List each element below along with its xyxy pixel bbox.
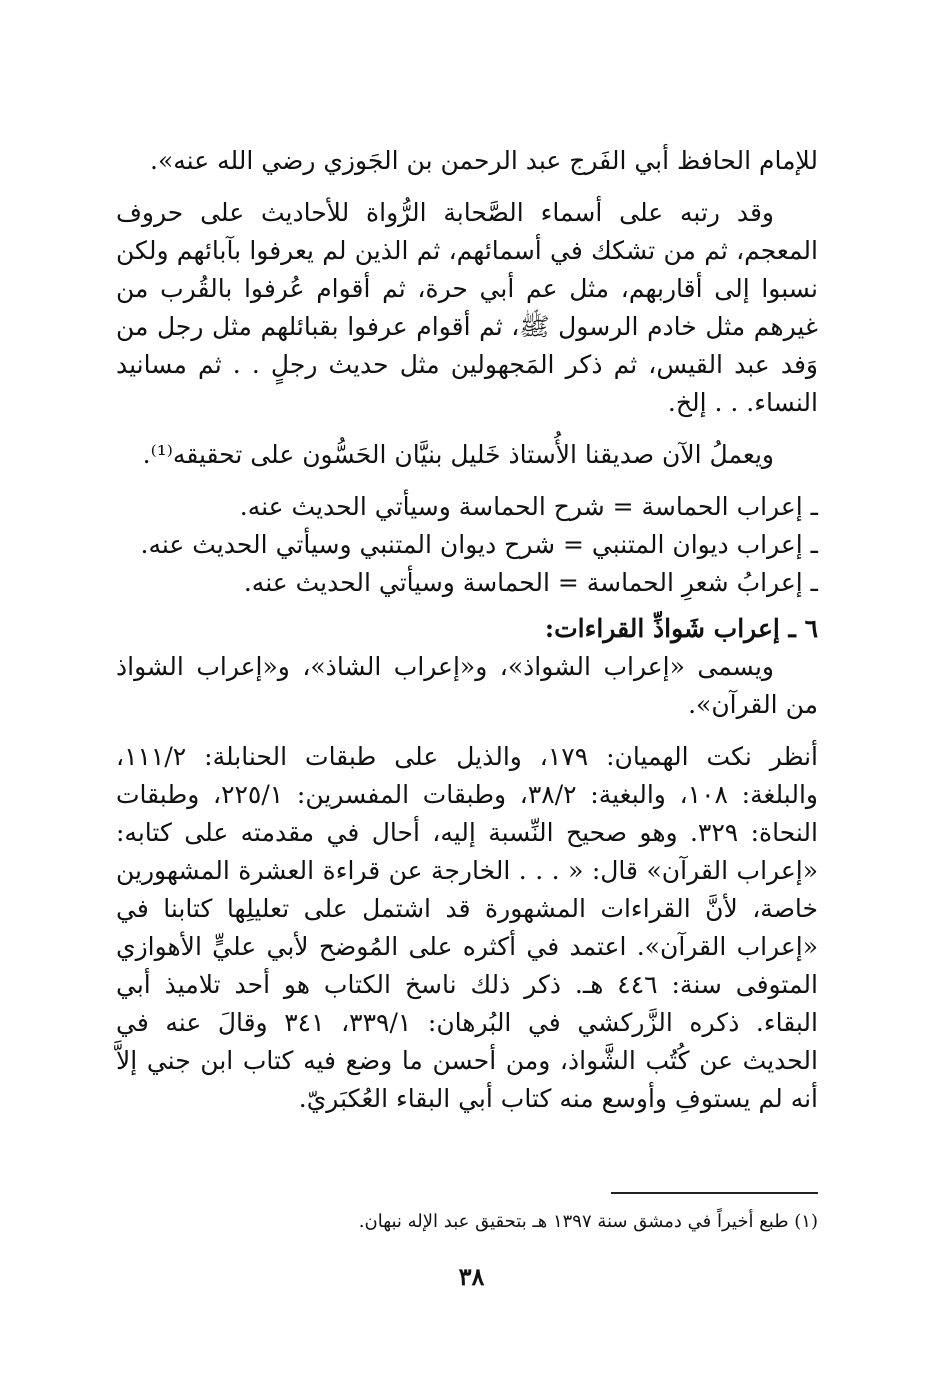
page-number: ٣٨ bbox=[458, 1262, 485, 1291]
bullet-list bbox=[116, 488, 818, 602]
page-body bbox=[116, 142, 818, 1118]
list-item: ـ إعراب الحماسة = شرح الحماسة وسيأتي الحديث عنه. bbox=[239, 492, 818, 521]
paragraph-current-work: ويعملُ الآن صديقنا الأُستاذ خَليل بنيَّان الحَسُّون على تحقيقه⁽¹⁾. bbox=[142, 440, 774, 469]
paragraph-arrangement: وقد رتبه على أسماء الصَّحابة الرُّواة للأحاديث على حروف المعجم، ثم من تشكك في أسمائهم، ثم الذين لم يعرفوا بآبائهم ولكن نسبوا إلى أقاربهم، مثل عم أبي حرة، ثم أقوام عُرفوا بالقُرب من غيرهم مثل خادم الرسول ﷺ، ثم أقوام عرفوا بقبائلهم مثل رجل من وَفد عبد القيس، ثم ذكر المَجهولين مثل حديث رجلٍ . . ثم مسانيد النساء. . . إلخ. bbox=[116, 198, 818, 417]
list-item: ـ إعراب ديوان المتنبي = شرح ديوان المتنبي وسيأتي الحديث عنه. bbox=[140, 530, 818, 559]
list-item: ـ إعرابُ شعرِ الحماسة = الحماسة وسيأتي الحديث عنه. bbox=[243, 568, 818, 597]
section-heading: ٦ ـ إعراب شَواذِّ القراءات: bbox=[544, 614, 818, 643]
paragraph-references: أنظر نكت الهميان: ١٧٩، والذيل على طبقات الحنابلة: ١١١/٢، والبلغة: ١٠٨، والبغية: ٣٨/٢، وطبقات المفسرين: ٢٢٥/١، وطبقات النحاة: ٣٢٩. وهو صحيح النِّسبة إليه، أحال في مقدمته على كتابه: «إعراب القرآن» قال: « . . . الخارجة عن قراءة العشرة المشهورين خاصة، لأنَّ القراءات المشهورة قد اشتمل على تعليلِها كتابنا في «إعراب القرآن». اعتمد في أكثره على المُوضح لأبي عليٍّ الأهوازي المتوفى سنة: ٤٤٦ هـ. ذكر ذلك ناسخ الكتاب هو أحد تلاميذ أبي البقاء. ذكره الزَّركشي في البُرهان: ٣٣٩/١، ٣٤١ وقالَ عنه في الحديث عن كُتُب الشَّواذ، ومن أحسن ما وضع فيه كتاب ابن جني إلاَّ أنه لم يستوفِ وأوسع منه كتاب أبي البقاء العُكبَريّ. bbox=[116, 742, 818, 1113]
footnote-separator bbox=[611, 1192, 818, 1194]
paragraph-alt-names: ويسمى «إعراب الشواذ»، و«إعراب الشاذ»، و«إعراب الشواذ من القرآن». bbox=[116, 652, 818, 719]
paragraph-opening: للإمام الحافظ أبي الفَرج عبد الرحمن بن الجَوزي رضي الله عنه». bbox=[150, 146, 818, 175]
footnote: (١) طبع أخيراً في دمشق سنة ١٣٩٧ هـ بتحقيق عبد الإله نبهان. bbox=[358, 1211, 818, 1232]
